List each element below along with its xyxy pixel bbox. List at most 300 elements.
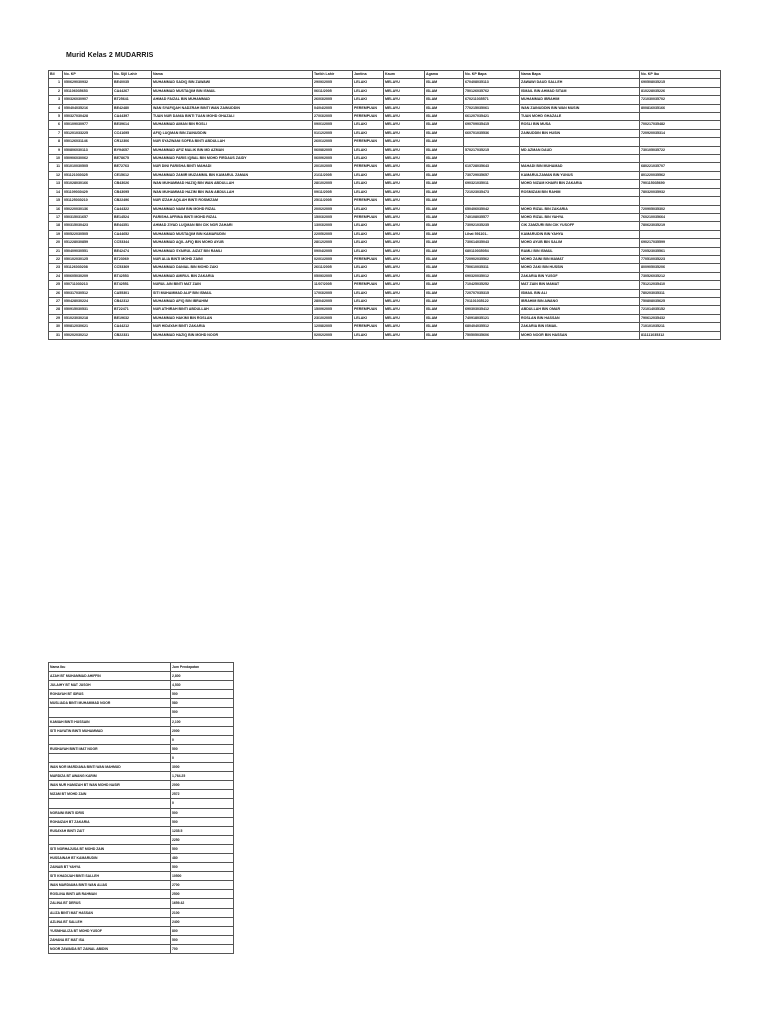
table-cell: LELAKI — [353, 314, 384, 322]
table-cell: MUHAMMAD HAKIMI BIN ROSLAN — [152, 314, 313, 322]
table-cell: WAN MUHAMMAD HAZIQ BIN WAN ABDULLAH — [152, 180, 313, 188]
table-cell: LELAKI — [353, 121, 384, 129]
table-cell: ROSLAN BIN HASSAN — [520, 314, 640, 322]
table-cell: PEREMPUAN — [353, 138, 384, 146]
table-cell: 0 — [171, 735, 234, 744]
table-cell: WAN MARDIAMA BINTI WAN ALIAS — [49, 881, 171, 890]
table-cell: PEREMPUAN — [353, 163, 384, 171]
table-cell: MUHAMMAD HAZIQ BIN MOHD NOOR — [152, 331, 313, 339]
table-cell: 02/02/2005 — [313, 331, 353, 339]
table-cell: 050605030209 — [63, 272, 113, 280]
table-cell: 661207035421 — [464, 113, 520, 121]
table-cell: BE44351 — [113, 222, 152, 230]
table-cell: ISLAM — [425, 197, 464, 205]
table-cell: 17/03/2005 — [313, 289, 353, 297]
table-cell: 2700 — [171, 881, 234, 890]
table-cell: ISLAM — [425, 129, 464, 137]
table-cell: 5 — [49, 113, 63, 121]
table-cell: MUHAMMAD SADIQ BIN ZAWAWI — [152, 79, 313, 87]
table-cell: SITI NORHAJUSA BT MOHD ZAIN — [49, 844, 171, 853]
table-cell: ISLAM — [425, 188, 464, 196]
table-cell: AZAH BT MUHAMMAD AHIFFIN — [49, 672, 171, 681]
table-cell: BE19632 — [113, 314, 152, 322]
table-cell: 500 — [171, 708, 234, 717]
table-cell: 3 — [49, 96, 63, 104]
table-cell: 051121030325 — [63, 171, 113, 179]
table-cell: 29 — [49, 314, 63, 322]
table-cell: 23/10/2005 — [313, 314, 353, 322]
table-cell: PEREMPUAN — [353, 197, 384, 205]
student-row — [49, 188, 721, 196]
table-cell: ROSLINA BINTI AB RAHMAN — [49, 890, 171, 899]
table-cell: ROHAYAH BT IDRUS — [49, 690, 171, 699]
table-cell: 051125030210 — [63, 197, 113, 205]
table-cell: MUHAMMAD FARIS IQBAL BIN MOHD FIRDAUS ZAIDY — [152, 155, 313, 163]
table-cell: BE78675 — [113, 155, 152, 163]
table-cell: NUR ALIA BINTI MOHD ZAINI — [152, 255, 313, 263]
table-cell: 050404035216 — [63, 104, 113, 112]
table-cell: 760210035664 — [640, 213, 721, 221]
table-cell: 670408035113 — [464, 79, 520, 87]
table-cell: MELAYU — [384, 188, 425, 196]
column-header: Kaum — [384, 71, 425, 79]
table-cell: 730105035722 — [640, 146, 721, 154]
table-cell: IBRAHIM BIN AWANG — [520, 297, 640, 305]
table-cell: MUHAMMAD AIMAN BIN ROSLI — [152, 121, 313, 129]
table-cell: 670211035571 — [464, 96, 520, 104]
table-cell: 7 — [49, 129, 63, 137]
table-cell: MELAYU — [384, 323, 425, 331]
table-cell: 28/12/2005 — [313, 239, 353, 247]
table-cell: 13/03/2005 — [313, 222, 353, 230]
table-cell — [464, 138, 520, 146]
table-cell: ALIZA BINTI MAT HASSAN — [49, 908, 171, 917]
income-row — [49, 735, 234, 744]
table-cell: AHMAD ZIYAD LUQMAN BIN CIK NOR ZAHARI — [152, 222, 313, 230]
table-cell: CB22331 — [113, 331, 152, 339]
table-cell: MELAYU — [384, 213, 425, 221]
table-cell: 6 — [49, 121, 63, 129]
table-cell: 050315031657 — [63, 213, 113, 221]
student-row — [49, 255, 721, 263]
student-row — [49, 205, 721, 213]
table-cell: 29/06/2005 — [313, 79, 353, 87]
table-cell: 1235.5 — [171, 826, 234, 835]
table-cell: CA44322 — [113, 205, 152, 213]
table-cell: CB43095 — [113, 188, 152, 196]
table-cell: LELAKI — [353, 297, 384, 305]
table-cell: 050220030136 — [63, 205, 113, 213]
table-cell: MOHD ZAKI BIN HUSSIN — [520, 264, 640, 272]
table-cell: LELAKI — [353, 222, 384, 230]
column-header: Nama — [152, 71, 313, 79]
table-cell: 9 — [49, 146, 63, 154]
table-cell: 050102030125 — [63, 255, 113, 263]
table-cell: 2000 — [171, 781, 234, 790]
table-cell: 701101035122 — [464, 297, 520, 305]
income-row — [49, 690, 234, 699]
table-cell: 770215035061 — [464, 104, 520, 112]
table-cell: ISLAM — [425, 247, 464, 255]
table-cell: 050629030932 — [63, 79, 113, 87]
income-row — [49, 881, 234, 890]
table-cell: 20/02/2005 — [313, 205, 353, 213]
table-cell: ISLAM — [425, 230, 464, 238]
table-cell: 650406035042 — [464, 205, 520, 213]
table-cell: LELAKI — [353, 87, 384, 95]
table-cell: 2 — [49, 87, 63, 95]
table-cell: NUR SYAZWANI SOFEA BINTI ABDULLAH — [152, 138, 313, 146]
table-cell: BE39614 — [113, 121, 152, 129]
table-cell: 12 — [49, 171, 63, 179]
student-row — [49, 272, 721, 280]
table-cell: 500 — [171, 808, 234, 817]
table-cell: 730614035043 — [464, 239, 520, 247]
table-cell: BE72763 — [113, 163, 152, 171]
table-cell: 051023030218 — [63, 314, 113, 322]
table-cell: ISLAM — [425, 146, 464, 154]
table-cell: 04/04/2005 — [313, 104, 353, 112]
student-row — [49, 155, 721, 163]
table-cell: 28/10/2005 — [313, 180, 353, 188]
table-cell: 680110035054 — [464, 247, 520, 255]
table-cell: 24 — [49, 272, 63, 280]
table-cell: MUHAMMAD ZAMIR MUZAMMIL BIN KAMARUL ZAMAN — [152, 171, 313, 179]
table-cell: 10 — [49, 155, 63, 163]
table-cell: LELAKI — [353, 79, 384, 87]
table-cell: 2572 — [171, 790, 234, 799]
table-cell: 3000 — [171, 763, 234, 772]
table-cell: MUHAMMAD SYAIRUL AIZAT BIN RAMLI — [152, 247, 313, 255]
table-cell: 050315030423 — [63, 222, 113, 230]
table-cell: MELAYU — [384, 163, 425, 171]
table-cell: 690321035011 — [464, 180, 520, 188]
table-cell: LELAKI — [353, 239, 384, 247]
table-cell: 1659.42 — [171, 899, 234, 908]
table-cell: WAN NUR HAMIZAH BT WAN MOHD NASIR — [49, 781, 171, 790]
table-cell: 2,800 — [171, 672, 234, 681]
income-row — [49, 944, 234, 953]
table-cell: 050326030907 — [63, 96, 113, 104]
income-row — [49, 808, 234, 817]
table-cell: MELAYU — [384, 247, 425, 255]
table-cell: LELAKI — [353, 331, 384, 339]
income-row — [49, 763, 234, 772]
table-cell: MELAYU — [384, 113, 425, 121]
table-cell: CA44267 — [113, 87, 152, 95]
income-row — [49, 917, 234, 926]
table-cell: CB43026 — [113, 180, 152, 188]
table-cell: ISLAM — [425, 113, 464, 121]
table-cell: 2500 — [171, 890, 234, 899]
student-table — [48, 70, 721, 340]
table-cell: RUSHAYAH BINTI MAT NOOR — [49, 744, 171, 753]
table-cell: NUR IZZAH AQILAH BINTI ROSMIZAM — [152, 197, 313, 205]
table-cell: 800816035166 — [640, 104, 721, 112]
table-cell: HUSSAINAH BT KAMARUDIN — [49, 853, 171, 862]
table-cell — [49, 735, 171, 744]
table-cell — [49, 799, 171, 808]
table-cell: 730526035212 — [640, 272, 721, 280]
table-cell: 15 — [49, 197, 63, 205]
table-cell: 720902035562 — [464, 255, 520, 263]
table-cell: ISLAM — [425, 281, 464, 289]
table-cell: 21 — [49, 247, 63, 255]
table-cell: 11/07/2005 — [313, 281, 353, 289]
table-cell: ISLAM — [425, 272, 464, 280]
student-row — [49, 129, 721, 137]
table-cell — [640, 155, 721, 163]
table-cell: 050915030531 — [63, 306, 113, 314]
table-cell: 2,100 — [171, 717, 234, 726]
column-header: Nama Ibu — [49, 663, 171, 672]
table-cell: MELAYU — [384, 155, 425, 163]
table-cell: 050906030062 — [63, 155, 113, 163]
table-cell: 25 — [49, 281, 63, 289]
table-cell: Lihat 591101.. — [464, 230, 520, 238]
student-row — [49, 281, 721, 289]
table-cell: 480 — [171, 853, 234, 862]
income-row — [49, 908, 234, 917]
table-cell: 2100 — [171, 908, 234, 917]
student-row — [49, 138, 721, 146]
income-row — [49, 835, 234, 844]
table-cell: 21/11/2005 — [313, 171, 353, 179]
table-cell: ISMAIL BIN ALI — [520, 289, 640, 297]
table-cell: MOHD RIZAL BIN ZAKARIA — [520, 205, 640, 213]
table-cell: 1,764.25 — [171, 772, 234, 781]
table-cell: ISLAM — [425, 155, 464, 163]
table-cell: MELAYU — [384, 314, 425, 322]
table-cell: ROSLI BIN MUSA — [520, 121, 640, 129]
table-cell: NUR ATHIRAH BINTI ABDULLAH — [152, 306, 313, 314]
table-cell — [464, 197, 520, 205]
student-row — [49, 247, 721, 255]
table-cell: 051228030859 — [63, 239, 113, 247]
student-row — [49, 79, 721, 87]
table-cell: LELAKI — [353, 247, 384, 255]
table-cell: 690320035012 — [464, 272, 520, 280]
table-cell: KAMARULZAMAN BIN YUNUS — [520, 171, 640, 179]
table-cell: LELAKI — [353, 171, 384, 179]
table-cell: 051126030208 — [63, 264, 113, 272]
table-cell: 05/06/2005 — [313, 272, 353, 280]
table-cell: MUHAMMAD AFIZ MALIK BIN MD AZMAN — [152, 146, 313, 154]
table-cell: LELAKI — [353, 96, 384, 104]
table-cell: 500 — [171, 844, 234, 853]
table-cell: ZAINAB BT YAHYA — [49, 863, 171, 872]
table-cell: MAHADI BIN MUHAMAD — [520, 163, 640, 171]
table-cell: 750126035762 — [464, 87, 520, 95]
table-cell: 28 — [49, 306, 63, 314]
table-cell — [640, 197, 721, 205]
table-cell: 720523035561 — [640, 247, 721, 255]
table-cell: MUHAMMAD AQIL AFIQ BIN MOHD AYUB — [152, 239, 313, 247]
table-cell: LELAKI — [353, 188, 384, 196]
student-row — [49, 113, 721, 121]
table-cell: WAN NOR MARDIANA BINTI WAN MAHMUD — [49, 763, 171, 772]
table-cell: MELAYU — [384, 79, 425, 87]
student-row — [49, 87, 721, 95]
table-cell: 751212035410 — [640, 281, 721, 289]
table-cell: CC53369 — [113, 264, 152, 272]
income-row — [49, 926, 234, 935]
table-cell: AHMAD FAIZAL BIN MUHAMMAD — [152, 96, 313, 104]
student-row — [49, 96, 721, 104]
table-cell: 800905035206 — [640, 264, 721, 272]
table-cell: 26/11/2005 — [313, 264, 353, 272]
table-cell: 01/12/2005 — [313, 129, 353, 137]
column-header: No. Sijil Lahir — [113, 71, 152, 79]
table-cell: ISLAM — [425, 289, 464, 297]
table-cell: 740918035121 — [464, 314, 520, 322]
table-cell: MUHAMMAD DANIAL BIN MOHD ZAKI — [152, 264, 313, 272]
table-cell: ZALINA BT DERUS — [49, 899, 171, 908]
page-title: Murid Kelas 2 MUDARRIS — [66, 52, 154, 59]
student-row — [49, 289, 721, 297]
table-cell — [520, 138, 640, 146]
table-cell: ABDULLAH BIN OMAR — [520, 306, 640, 314]
table-cell: ISLAM — [425, 222, 464, 230]
income-row — [49, 681, 234, 690]
income-row — [49, 772, 234, 781]
table-cell: BT22471 — [113, 306, 152, 314]
table-cell: 750610035311 — [464, 264, 520, 272]
table-cell: PEREMPUAN — [353, 255, 384, 263]
table-cell: CB42312 — [113, 297, 152, 305]
table-cell: 2000 — [171, 726, 234, 735]
table-cell: 700 — [171, 944, 234, 953]
table-cell: 710425035252 — [464, 281, 520, 289]
table-cell: 800 — [171, 926, 234, 935]
income-row — [49, 781, 234, 790]
table-cell: CA44212 — [113, 323, 152, 331]
table-cell: 051010030505 — [63, 163, 113, 171]
table-cell: MOHD RIZAL BIN YAHYA — [520, 213, 640, 221]
student-row — [49, 171, 721, 179]
table-cell: CA55301 — [113, 289, 152, 297]
table-cell: MUHAMMAD MUSTAQIM BIN KAMARUDIN — [152, 230, 313, 238]
table-cell: 780320035932 — [640, 188, 721, 196]
table-cell: CE15612 — [113, 171, 152, 179]
table-cell: PEREMPUAN — [353, 213, 384, 221]
column-header: Nama Bapa — [520, 71, 640, 79]
income-row — [49, 799, 234, 808]
table-cell: CIK ZAMZURI BIN CIK YUSOFF — [520, 222, 640, 230]
table-cell: MELAYU — [384, 104, 425, 112]
table-cell: ISLAM — [425, 138, 464, 146]
table-cell: ISLAM — [425, 171, 464, 179]
table-cell: MUHAMMAD AFIQ BIN IBRAHIM — [152, 297, 313, 305]
student-row — [49, 297, 721, 305]
table-cell: 051028030166 — [63, 180, 113, 188]
table-cell: LELAKI — [353, 146, 384, 154]
table-cell: MELAYU — [384, 255, 425, 263]
table-cell: WAN SYAFIQAH NADZRAH BINTI WAN ZAINUDDIN — [152, 104, 313, 112]
table-cell: PEREMPUAN — [353, 323, 384, 331]
table-cell: MELAYU — [384, 146, 425, 154]
table-cell: MELAYU — [384, 281, 425, 289]
table-cell: 570217035215 — [464, 146, 520, 154]
table-cell: 811111035312 — [640, 331, 721, 339]
table-cell: 27/03/2005 — [313, 113, 353, 121]
income-row — [49, 790, 234, 799]
table-cell: 770510035223 — [640, 255, 721, 263]
column-header: No. KP Bapa — [464, 71, 520, 79]
table-cell: ROSMIZAM BIN RAHIM — [520, 188, 640, 196]
table-cell: 721014035152 — [640, 306, 721, 314]
table-cell: ZAKARIA BIN ISMAIL — [520, 323, 640, 331]
table-cell: BT25641 — [113, 96, 152, 104]
table-cell: MUSLIADA BINTI MUHAMMAD NOOR — [49, 699, 171, 708]
table-cell: MELAYU — [384, 331, 425, 339]
table-cell: 721030035702 — [640, 96, 721, 104]
table-cell: WAN MUHAMMAD HAZIM BIN WAN ABDULLAH — [152, 188, 313, 196]
table-cell: LELAKI — [353, 230, 384, 238]
student-row — [49, 314, 721, 322]
table-cell: 780623035219 — [640, 222, 721, 230]
income-table-header — [49, 663, 234, 672]
table-cell: 13 — [49, 180, 63, 188]
table-cell: SITI KHADIJAH BINTI SALLEH — [49, 872, 171, 881]
table-cell: 22/05/2005 — [313, 230, 353, 238]
table-cell: ISLAM — [425, 79, 464, 87]
table-cell: CC41695 — [113, 129, 152, 137]
table-cell: 17 — [49, 213, 63, 221]
student-row — [49, 264, 721, 272]
table-cell: 20 — [49, 239, 63, 247]
table-cell: 500 — [171, 744, 234, 753]
table-cell: 050812030621 — [63, 323, 113, 331]
table-cell: PEREMPUAN — [353, 306, 384, 314]
table-cell: 09/04/2005 — [313, 247, 353, 255]
table-cell: RUSAYAH BINTI ZAIT — [49, 826, 171, 835]
table-cell: BY94657 — [113, 146, 152, 154]
table-cell: NOOR ZAWAIDA BT ZAINAL ABIDIN — [49, 944, 171, 953]
table-cell: MOHD NOOR BIN HASSAN — [520, 331, 640, 339]
table-cell: KAMIAH BINTI HUSSAIN — [49, 717, 171, 726]
table-cell: 500 — [171, 817, 234, 826]
student-row — [49, 121, 721, 129]
table-cell: 12/08/2005 — [313, 323, 353, 331]
student-row — [49, 323, 721, 331]
income-row — [49, 826, 234, 835]
student-table-header — [49, 71, 721, 79]
table-cell: MELAYU — [384, 272, 425, 280]
student-row — [49, 146, 721, 154]
table-cell: 8 — [49, 138, 63, 146]
table-cell: MUHAMMAD NAIM BIN MOHD RIZAL — [152, 205, 313, 213]
table-cell: 050806030113 — [63, 146, 113, 154]
table-cell: NORAINI BINTI IDRIS — [49, 808, 171, 817]
table-cell: 15/09/2005 — [313, 306, 353, 314]
table-cell: CC53344 — [113, 239, 152, 247]
student-row — [49, 230, 721, 238]
table-cell: 720707035315 — [464, 289, 520, 297]
table-cell: CA44397 — [113, 113, 152, 121]
table-cell: 660701035536 — [464, 129, 520, 137]
table-cell: 610728035643 — [464, 163, 520, 171]
income-row — [49, 935, 234, 944]
table-cell: ISLAM — [425, 306, 464, 314]
table-cell: 23 — [49, 264, 63, 272]
table-cell: AZLINA BT SALLEH — [49, 917, 171, 926]
table-cell: 31 — [49, 331, 63, 339]
table-cell: MOHD AYUB BIN SALIM — [520, 239, 640, 247]
table-cell: 2400 — [171, 917, 234, 926]
income-row — [49, 726, 234, 735]
table-cell: MELAYU — [384, 306, 425, 314]
